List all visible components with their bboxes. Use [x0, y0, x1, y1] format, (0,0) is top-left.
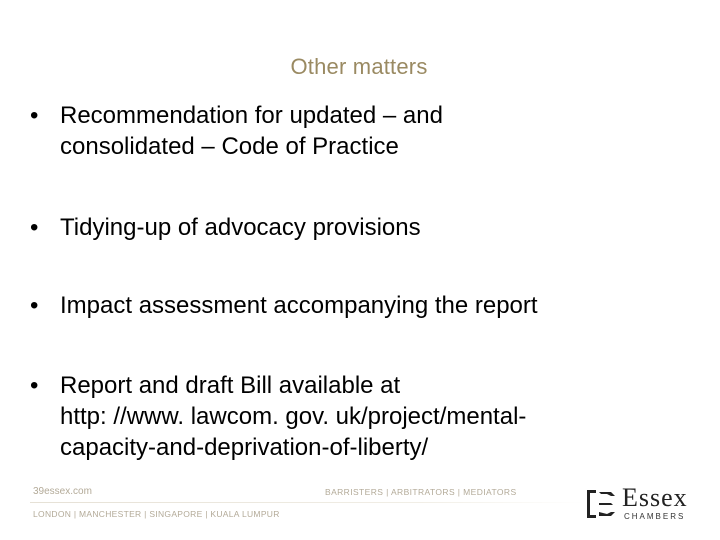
bullet-link-text[interactable]: http: //www. lawcom. gov. uk/project/mental-: [60, 403, 527, 430]
bullet-link-text[interactable]: capacity-and-deprivation-of-liberty/: [60, 434, 429, 461]
slide-title-text: Other matters: [290, 54, 428, 79]
bullet-item: [30, 370, 690, 463]
bullet-item: [30, 290, 690, 322]
bullet-text-line: Tidying-up of advocacy provisions: [60, 214, 421, 241]
bullet-dot: •: [30, 102, 39, 129]
footer-website: 39essex.com: [33, 486, 92, 497]
bullet-text-line: consolidated – Code of Practice: [60, 133, 399, 160]
bullet-dot: •: [30, 292, 39, 319]
logo-wordmark: Essex: [622, 483, 688, 512]
logo-subtitle: CHAMBERS: [624, 512, 686, 521]
bullet-text: [60, 290, 538, 322]
bullet-dot: •: [30, 372, 39, 399]
slide-title: [0, 54, 720, 80]
bullet-dot: •: [30, 214, 39, 241]
bullet-text: [60, 100, 443, 162]
bullet-text-line: Impact assessment accompanying the report: [60, 292, 538, 319]
bullet-item: [30, 100, 690, 162]
footer-roles: BARRISTERS | ARBITRATORS | MEDIATORS: [325, 487, 517, 497]
bullet-text: [60, 212, 421, 244]
bullet-item: [30, 212, 690, 244]
footer-divider: [30, 502, 585, 503]
bullet-text-line: Recommendation for updated – and: [60, 102, 443, 129]
bullet-text: [60, 370, 526, 463]
bullet-text-line: Report and draft Bill available at: [60, 372, 401, 399]
footer-cities: LONDON | MANCHESTER | SINGAPORE | KUALA LUMPUR: [33, 509, 280, 519]
